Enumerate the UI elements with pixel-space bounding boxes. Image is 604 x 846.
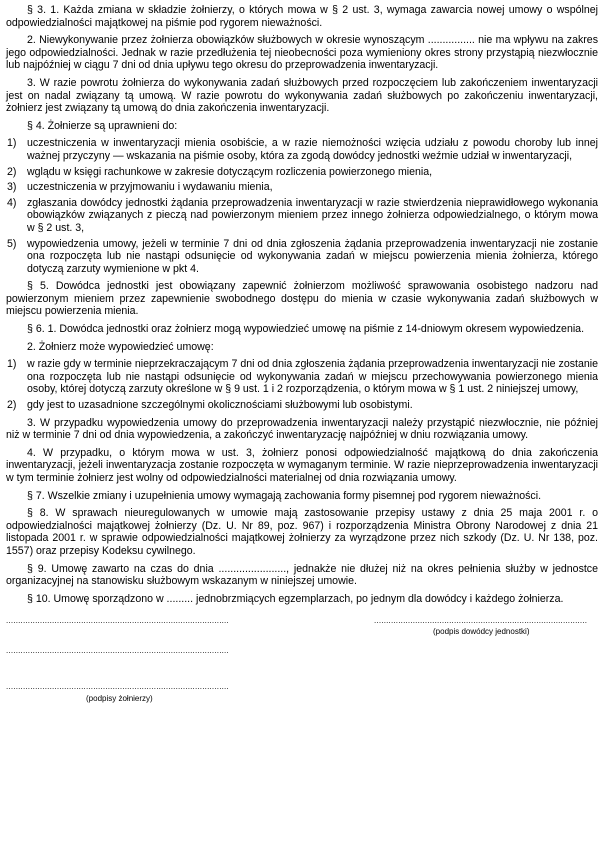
- list-soldier-rights: [6, 137, 598, 275]
- document-page: [6, 4, 598, 713]
- list-item: [6, 166, 598, 179]
- list-item: [6, 358, 598, 396]
- signature-line-soldier-1: ............................................................................................: [6, 616, 229, 626]
- list-item-text: uczestniczenia w inwentaryzacji mienia osobiście, a w razie niemożności wzięcia udziału z powodu choroby lub innej ważnej przyczyny — wskazania na piśmie osoby, która za zgodą dowódcy jednostki weźmie udział w inwentaryzacji,: [27, 137, 598, 162]
- paragraph: § 5. Dowódca jednostki jest obowiązany zapewnić żołnierzom możliwość sprawowania osobistego nadzoru nad powierzonym mieniem przez zapewnienie swobodnego dostępu do mienia w czasie wykonywania zadań służbowych w miejscu powierzenia mienia.: [6, 280, 598, 318]
- list-item-number: 1): [7, 137, 17, 150]
- signature-area: [6, 613, 598, 713]
- paragraph: 3. W przypadku wypowiedzenia umowy do przeprowadzenia inwentaryzacji należy przystąpić niezwłocznie, nie później niż w terminie 7 dni od dnia wypowiedzenia, a zakończyć inwentaryzację najpóźniej w dniu rozwiązania umowy.: [6, 416, 598, 442]
- paragraph: § 7. Wszelkie zmiany i uzupełnienia umowy wymagają zachowania formy pisemnej pod rygorem nieważności.: [27, 489, 542, 502]
- paragraphs-bottom: [6, 417, 598, 606]
- paragraph: § 8. W sprawach nieuregulowanych w umowie mają zastosowanie przepisy ustawy z dnia 25 maja 2001 r. o odpowiedzialności majątkowej żołnierzy (Dz. U. Nr 89, poz. 967) i rozporządzenia Ministra Obrony Narodowej z dnia 21 listopada 2001 r. w sprawie odpowiedzialności majątkowej żołnierzy za wyrządzone przez nich szkody (Dz. U. Nr 138, poz. 1557) oraz przepisy Kodeksu cywilnego.: [6, 507, 598, 557]
- soldiers-signature-caption: (podpisy żołnierzy): [86, 694, 153, 704]
- list-item-number: 2): [7, 165, 17, 178]
- signature-line-soldier-2: ............................................................................................: [6, 646, 229, 656]
- paragraph: § 9. Umowę zawarto na czas do dnia ......................., jednakże nie dłużej niż na okres pełnienia służby w jednostce organizacyjnej na stanowisku służbowym wskazanym w niniejszej umowie.: [6, 562, 598, 588]
- list-item: [6, 399, 598, 412]
- list-termination-reasons: [6, 358, 598, 411]
- paragraphs-top: [6, 4, 598, 132]
- paragraph: § 10. Umowę sporządzono w ......... jednobrzmiących egzemplarzach, po jednym dla dowódcy i każdego żołnierza.: [27, 592, 564, 605]
- list-item: [6, 238, 598, 276]
- paragraph: § 6. 1. Dowódca jednostki oraz żołnierz mogą wypowiedzieć umowę na piśmie z 14-dniowym okresem wypowiedzenia.: [27, 323, 585, 336]
- list-item-number: 4): [7, 196, 17, 209]
- list-item: [6, 137, 598, 162]
- list-item-number: 1): [7, 358, 17, 371]
- commander-signature-caption: (podpis dowódcy jednostki): [433, 627, 530, 637]
- paragraph: 2. Żołnierz może wypowiedzieć umowę:: [27, 340, 214, 353]
- list-item: [6, 181, 598, 194]
- paragraph: 4. W przypadku, o którym mowa w ust. 3, żołnierz ponosi odpowiedzialność majątkową do dnia zakończenia inwentaryzacji, jeżeli inwentaryzacja zostanie rozpoczęta w wymaganym terminie. W razie nieprzeprowadzenia inwentaryzacji w tym terminie żołnierz jest wolny od odpowiedzialności materialnej od dnia rozwiązania umowy.: [6, 446, 598, 484]
- list-item-text: gdy jest to uzasadnione szczególnymi okolicznościami służbowymi lub osobistymi.: [27, 399, 413, 412]
- list-item: [6, 197, 598, 235]
- list-item-text: zgłaszania dowódcy jednostki żądania przeprowadzenia inwentaryzacji w razie stwierdzenia nieprawidłowego wykonania obowiązków związanych z pieczą nad powierzonym mieniem przez innego żołnierza odpowiedzialnego, o którym mowa w § 2 ust. 3,: [27, 196, 598, 234]
- paragraph: 3. W razie powrotu żołnierza do wykonywania zadań służbowych przed rozpoczęciem lub zakończeniem inwentaryzacji jest on nadal związany tą umową. W razie powrotu do wykonywania zadań służbowych po zakończeniu inwentaryzacji, żołnierz jest związany tą umową do dnia zakończenia inwentaryzacji.: [6, 76, 598, 115]
- list-item-number: 5): [7, 237, 17, 250]
- signature-line-soldier-3: ............................................................................................: [6, 682, 229, 692]
- list-item-text: wypowiedzenia umowy, jeżeli w terminie 7 dni od dnia zgłoszenia żądania przeprowadzenia inwentaryzacji nie zostanie ona rozpoczęta lub nie nastąpi odsunięcie od wykonywania zadań w miejscu powierzenia mienia żołnierza, którego dotyczą zarzuty wymienione w pkt 4.: [27, 237, 598, 275]
- list-item-text: wglądu w księgi rachunkowe w zakresie dotyczącym rozliczenia powierzonego mienia,: [27, 165, 433, 178]
- paragraph: § 3. 1. Każda zmiana w składzie żołnierzy, o których mowa w § 2 ust. 3, wymaga zawarcia nowej umowy o wspólnej odpowiedzialności majątkowej na piśmie pod rygorem nieważności.: [6, 4, 598, 29]
- paragraph: 2. Niewykonywanie przez żołnierza obowiązków służbowych w okresie wynoszącym ................ nie ma wpływu na zakres jego odpowiedzialności. Jednak w razie przedłużenia tej nieobecności poza wymieniony okres strony przystąpią niezwłocznie lub najpóźniej w ciągu 7 dni od dnia upływu tego okresu do przeprowadzenia inwentaryzacji.: [6, 34, 598, 72]
- list-item-text: w razie gdy w terminie nieprzekraczającym 7 dni od dnia zgłoszenia żądania przeprowadzenia inwentaryzacji nie zostanie ona rozpoczęta lub nie nastąpi odsunięcie od wykonywania zadań w miejscu przechowywania powierzonego mienia osoby, której dotyczą zarzuty określone w § 9 ust. 1 i 2 rozporządzenia, o którym mowa w § 1 ust. 2 niniejszej umowy,: [27, 358, 598, 396]
- list-item-number: 3): [7, 181, 17, 194]
- paragraph: § 4. Żołnierze są uprawnieni do:: [27, 119, 178, 132]
- paragraphs-middle: [6, 280, 598, 353]
- list-item-number: 2): [7, 399, 17, 412]
- signature-line-commander: ........................................................................................: [374, 616, 588, 626]
- list-item-text: uczestniczenia w przyjmowaniu i wydawaniu mienia,: [27, 181, 273, 194]
